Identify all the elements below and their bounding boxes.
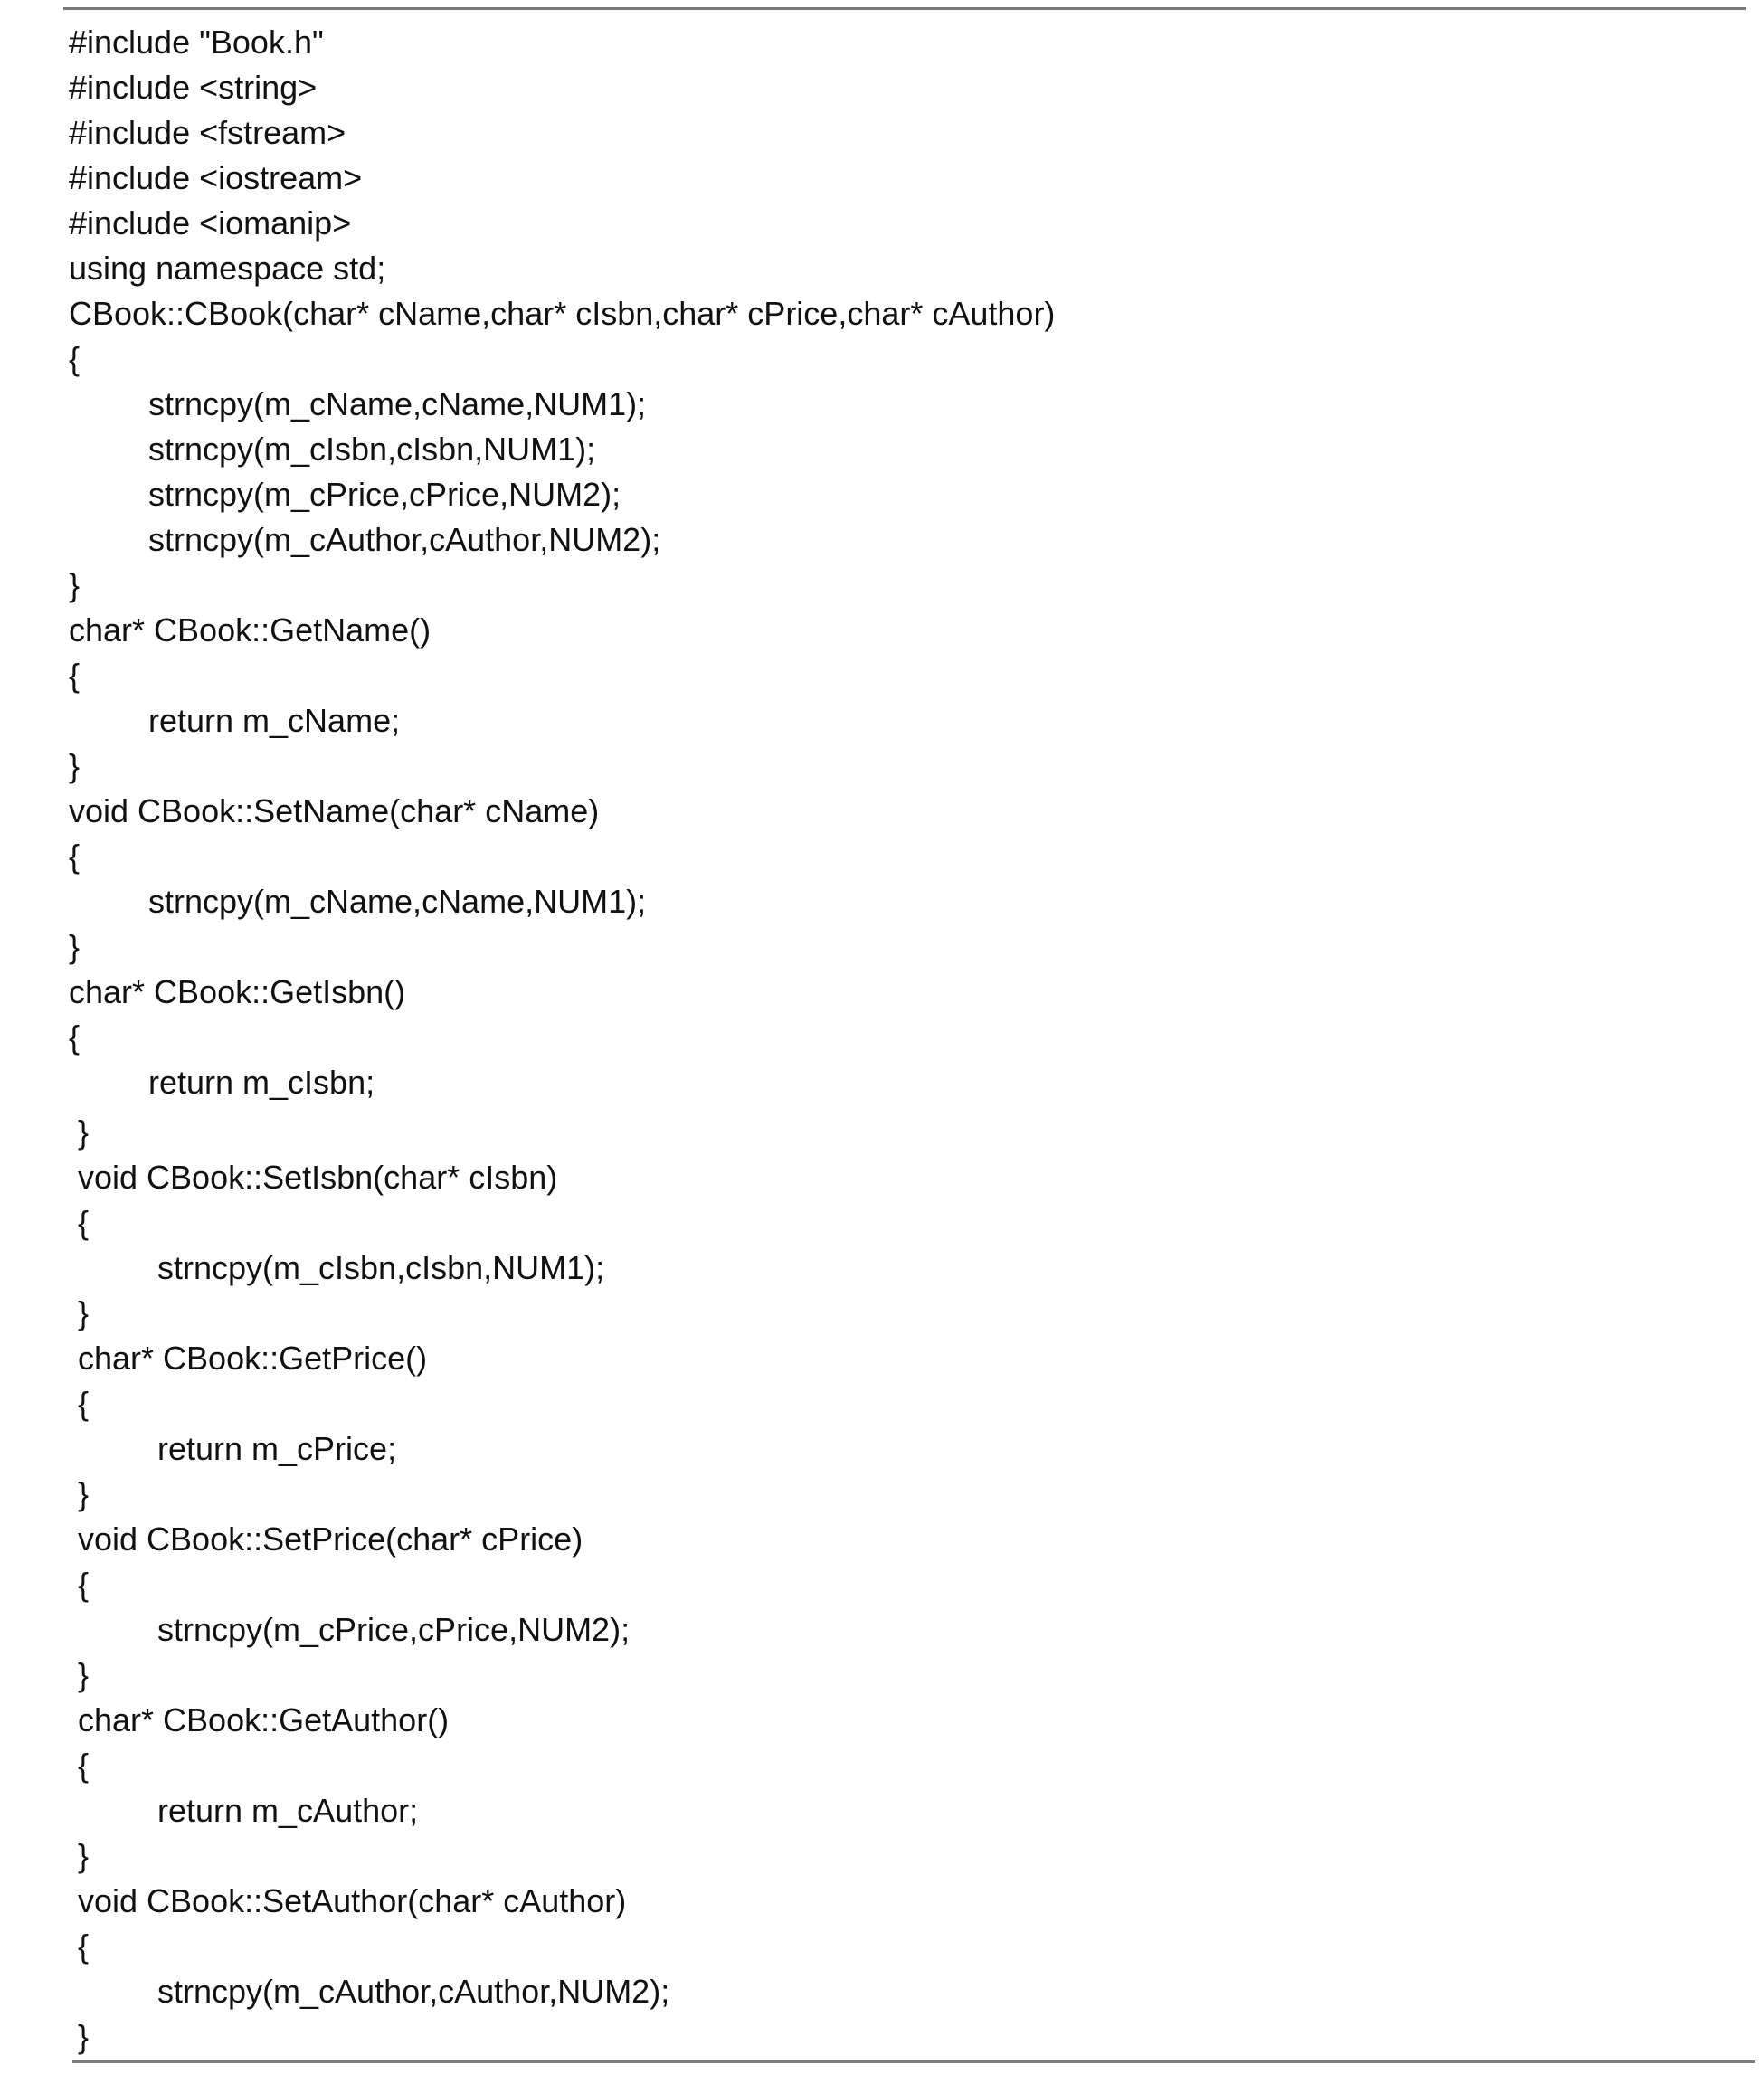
code-line: #include <fstream> bbox=[69, 114, 346, 151]
code-line: strncpy(m_cPrice,cPrice,NUM2); bbox=[157, 1611, 631, 1648]
code-line: } bbox=[69, 747, 81, 784]
code-line: char* CBook::GetAuthor() bbox=[78, 1701, 450, 1738]
code-line: CBook::CBook(char* cName,char* cIsbn,char* cPrice,char* cAuthor) bbox=[69, 295, 1056, 332]
code-line: { bbox=[69, 657, 81, 694]
code-line: #include "Book.h" bbox=[69, 24, 324, 61]
code-line: char* CBook::GetPrice() bbox=[78, 1340, 428, 1377]
code-line: } bbox=[78, 2018, 90, 2055]
code-line: strncpy(m_cAuthor,cAuthor,NUM2); bbox=[148, 521, 661, 558]
code-line: return m_cIsbn; bbox=[148, 1064, 375, 1101]
code-line: } bbox=[78, 1475, 90, 1512]
code-line: return m_cPrice; bbox=[157, 1430, 397, 1467]
code-line: { bbox=[78, 1204, 90, 1241]
code-line: { bbox=[69, 1018, 81, 1056]
code-line: } bbox=[69, 928, 81, 965]
code-line: return m_cAuthor; bbox=[157, 1792, 419, 1829]
code-line: char* CBook::GetIsbn() bbox=[69, 973, 406, 1010]
code-line: strncpy(m_cName,cName,NUM1); bbox=[148, 385, 647, 422]
code-line: } bbox=[78, 1294, 90, 1331]
code-line: { bbox=[78, 1928, 90, 1965]
code-line: } bbox=[78, 1113, 90, 1151]
top-divider bbox=[63, 7, 1746, 10]
code-line: #include <iomanip> bbox=[69, 204, 352, 242]
code-line: strncpy(m_cName,cName,NUM1); bbox=[148, 883, 647, 920]
code-line: } bbox=[69, 566, 81, 603]
code-line: { bbox=[78, 1747, 90, 1784]
code-line: char* CBook::GetName() bbox=[69, 611, 432, 649]
code-line: void CBook::SetName(char* cName) bbox=[69, 792, 600, 829]
code-line: strncpy(m_cIsbn,cIsbn,NUM1); bbox=[157, 1249, 605, 1286]
code-line: } bbox=[78, 1656, 90, 1693]
code-line: void CBook::SetIsbn(char* cIsbn) bbox=[78, 1159, 558, 1196]
code-line: void CBook::SetPrice(char* cPrice) bbox=[78, 1520, 583, 1558]
code-line: strncpy(m_cPrice,cPrice,NUM2); bbox=[148, 476, 621, 513]
code-line: #include <string> bbox=[69, 69, 318, 106]
code-line: { bbox=[69, 340, 81, 377]
code-line: return m_cName; bbox=[148, 702, 401, 739]
code-line: #include <iostream> bbox=[69, 159, 363, 196]
code-line: strncpy(m_cAuthor,cAuthor,NUM2); bbox=[157, 1973, 670, 2010]
bottom-divider bbox=[72, 2060, 1755, 2063]
code-line: strncpy(m_cIsbn,cIsbn,NUM1); bbox=[148, 431, 596, 468]
code-line: void CBook::SetAuthor(char* cAuthor) bbox=[78, 1882, 627, 1919]
code-line: } bbox=[78, 1837, 90, 1874]
code-line: using namespace std; bbox=[69, 250, 386, 287]
code-line: { bbox=[78, 1385, 90, 1422]
code-line: { bbox=[69, 838, 81, 875]
code-line: { bbox=[78, 1566, 90, 1603]
